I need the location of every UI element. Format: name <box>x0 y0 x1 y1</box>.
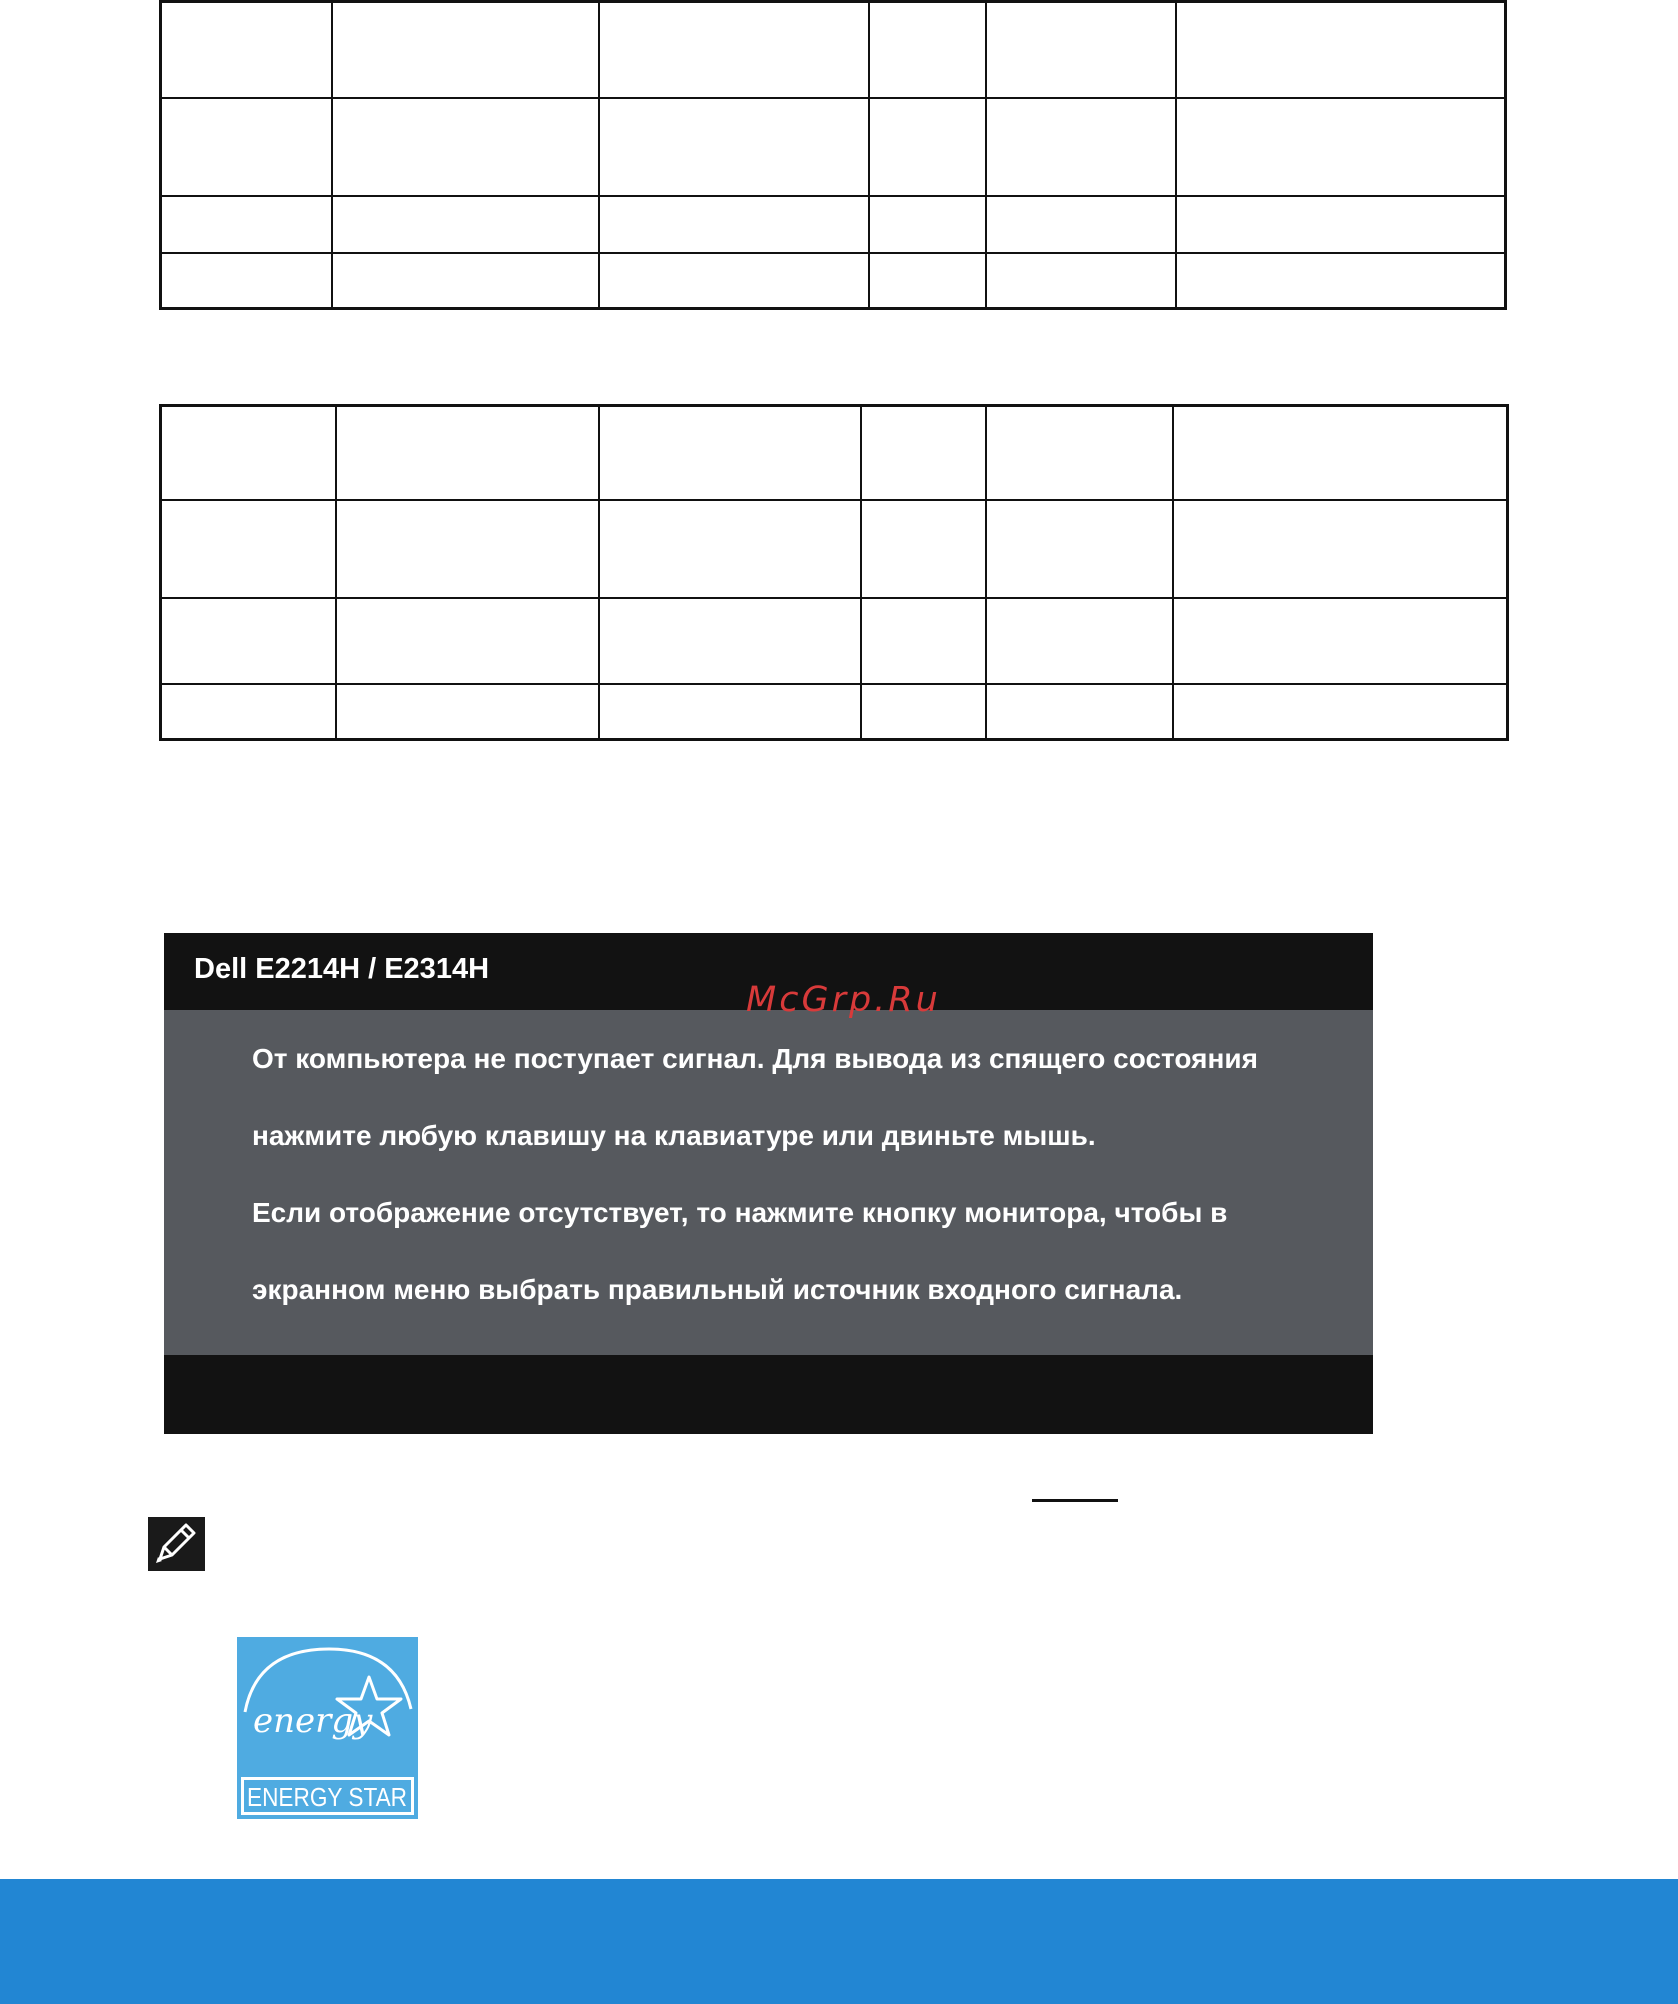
table-1 <box>159 0 1507 310</box>
table-cell <box>161 2 333 98</box>
page-footer-bar <box>0 1879 1678 2004</box>
table-cell <box>869 196 986 253</box>
table-row <box>161 598 1508 684</box>
table-cell <box>1176 2 1505 98</box>
energy-star-script: energy <box>253 1701 373 1741</box>
table-cell <box>599 98 869 196</box>
table-cell <box>986 253 1177 309</box>
table-cell <box>1173 598 1507 684</box>
table-2 <box>159 404 1509 741</box>
table-row <box>161 500 1508 598</box>
table-cell <box>332 98 598 196</box>
table-cell <box>861 406 986 500</box>
underline-mark <box>1032 1499 1118 1502</box>
table-cell <box>336 684 598 740</box>
table-cell <box>599 253 869 309</box>
osd-message-line: нажмите любую клавишу на клавиатуре или двиньте мышь. <box>252 1120 1096 1151</box>
osd-footer <box>164 1355 1373 1434</box>
table-cell <box>869 253 986 309</box>
table-cell <box>861 598 986 684</box>
table-cell <box>861 500 986 598</box>
table-cell <box>1176 98 1505 196</box>
table-cell <box>161 98 333 196</box>
table-cell <box>599 2 869 98</box>
table-cell <box>986 500 1174 598</box>
table-cell <box>161 406 337 500</box>
osd-message-line: экранном меню выбрать правильный источник входного сигнала. <box>252 1274 1183 1305</box>
table-cell <box>986 196 1177 253</box>
table-row <box>161 196 1506 253</box>
table-cell <box>599 598 861 684</box>
table-row <box>161 684 1508 740</box>
table-cell <box>1173 406 1507 500</box>
table-cell <box>986 684 1174 740</box>
osd-title: Dell E2214H / E2314H <box>194 953 490 985</box>
table-cell <box>986 2 1177 98</box>
table-cell <box>332 196 598 253</box>
table-cell <box>986 598 1174 684</box>
note-pencil-icon <box>148 1517 205 1571</box>
table-cell <box>861 684 986 740</box>
table-cell <box>336 500 598 598</box>
table-cell <box>161 684 337 740</box>
table-cell <box>599 196 869 253</box>
table-cell <box>161 500 337 598</box>
table-cell <box>599 406 861 500</box>
table-cell <box>1176 253 1505 309</box>
osd-body <box>164 1010 1373 1355</box>
table-cell <box>336 406 598 500</box>
table-cell <box>336 598 598 684</box>
table-cell <box>161 598 337 684</box>
table-cell <box>1173 500 1507 598</box>
table-row <box>161 406 1508 500</box>
energy-star-logo <box>237 1637 418 1819</box>
osd-message-line: Если отображение отсутствует, то нажмите кнопку монитора, чтобы в <box>252 1197 1228 1228</box>
table-cell <box>161 253 333 309</box>
table-row <box>161 98 1506 196</box>
table-row <box>161 2 1506 98</box>
table-cell <box>1176 196 1505 253</box>
osd-message-line: От компьютера не поступает сигнал. Для вывода из спящего состояния <box>252 1043 1258 1074</box>
table-cell <box>986 98 1177 196</box>
table-cell <box>1173 684 1507 740</box>
table-row <box>161 253 1506 309</box>
table-cell <box>332 2 598 98</box>
table-cell <box>986 406 1174 500</box>
table-cell <box>332 253 598 309</box>
watermark: McGrp.Ru <box>746 980 941 1020</box>
table-cell <box>599 684 861 740</box>
table-cell <box>869 2 986 98</box>
table-cell <box>599 500 861 598</box>
energy-star-label: ENERGY STAR <box>247 1782 407 1812</box>
table-cell <box>161 196 333 253</box>
table-cell <box>869 98 986 196</box>
